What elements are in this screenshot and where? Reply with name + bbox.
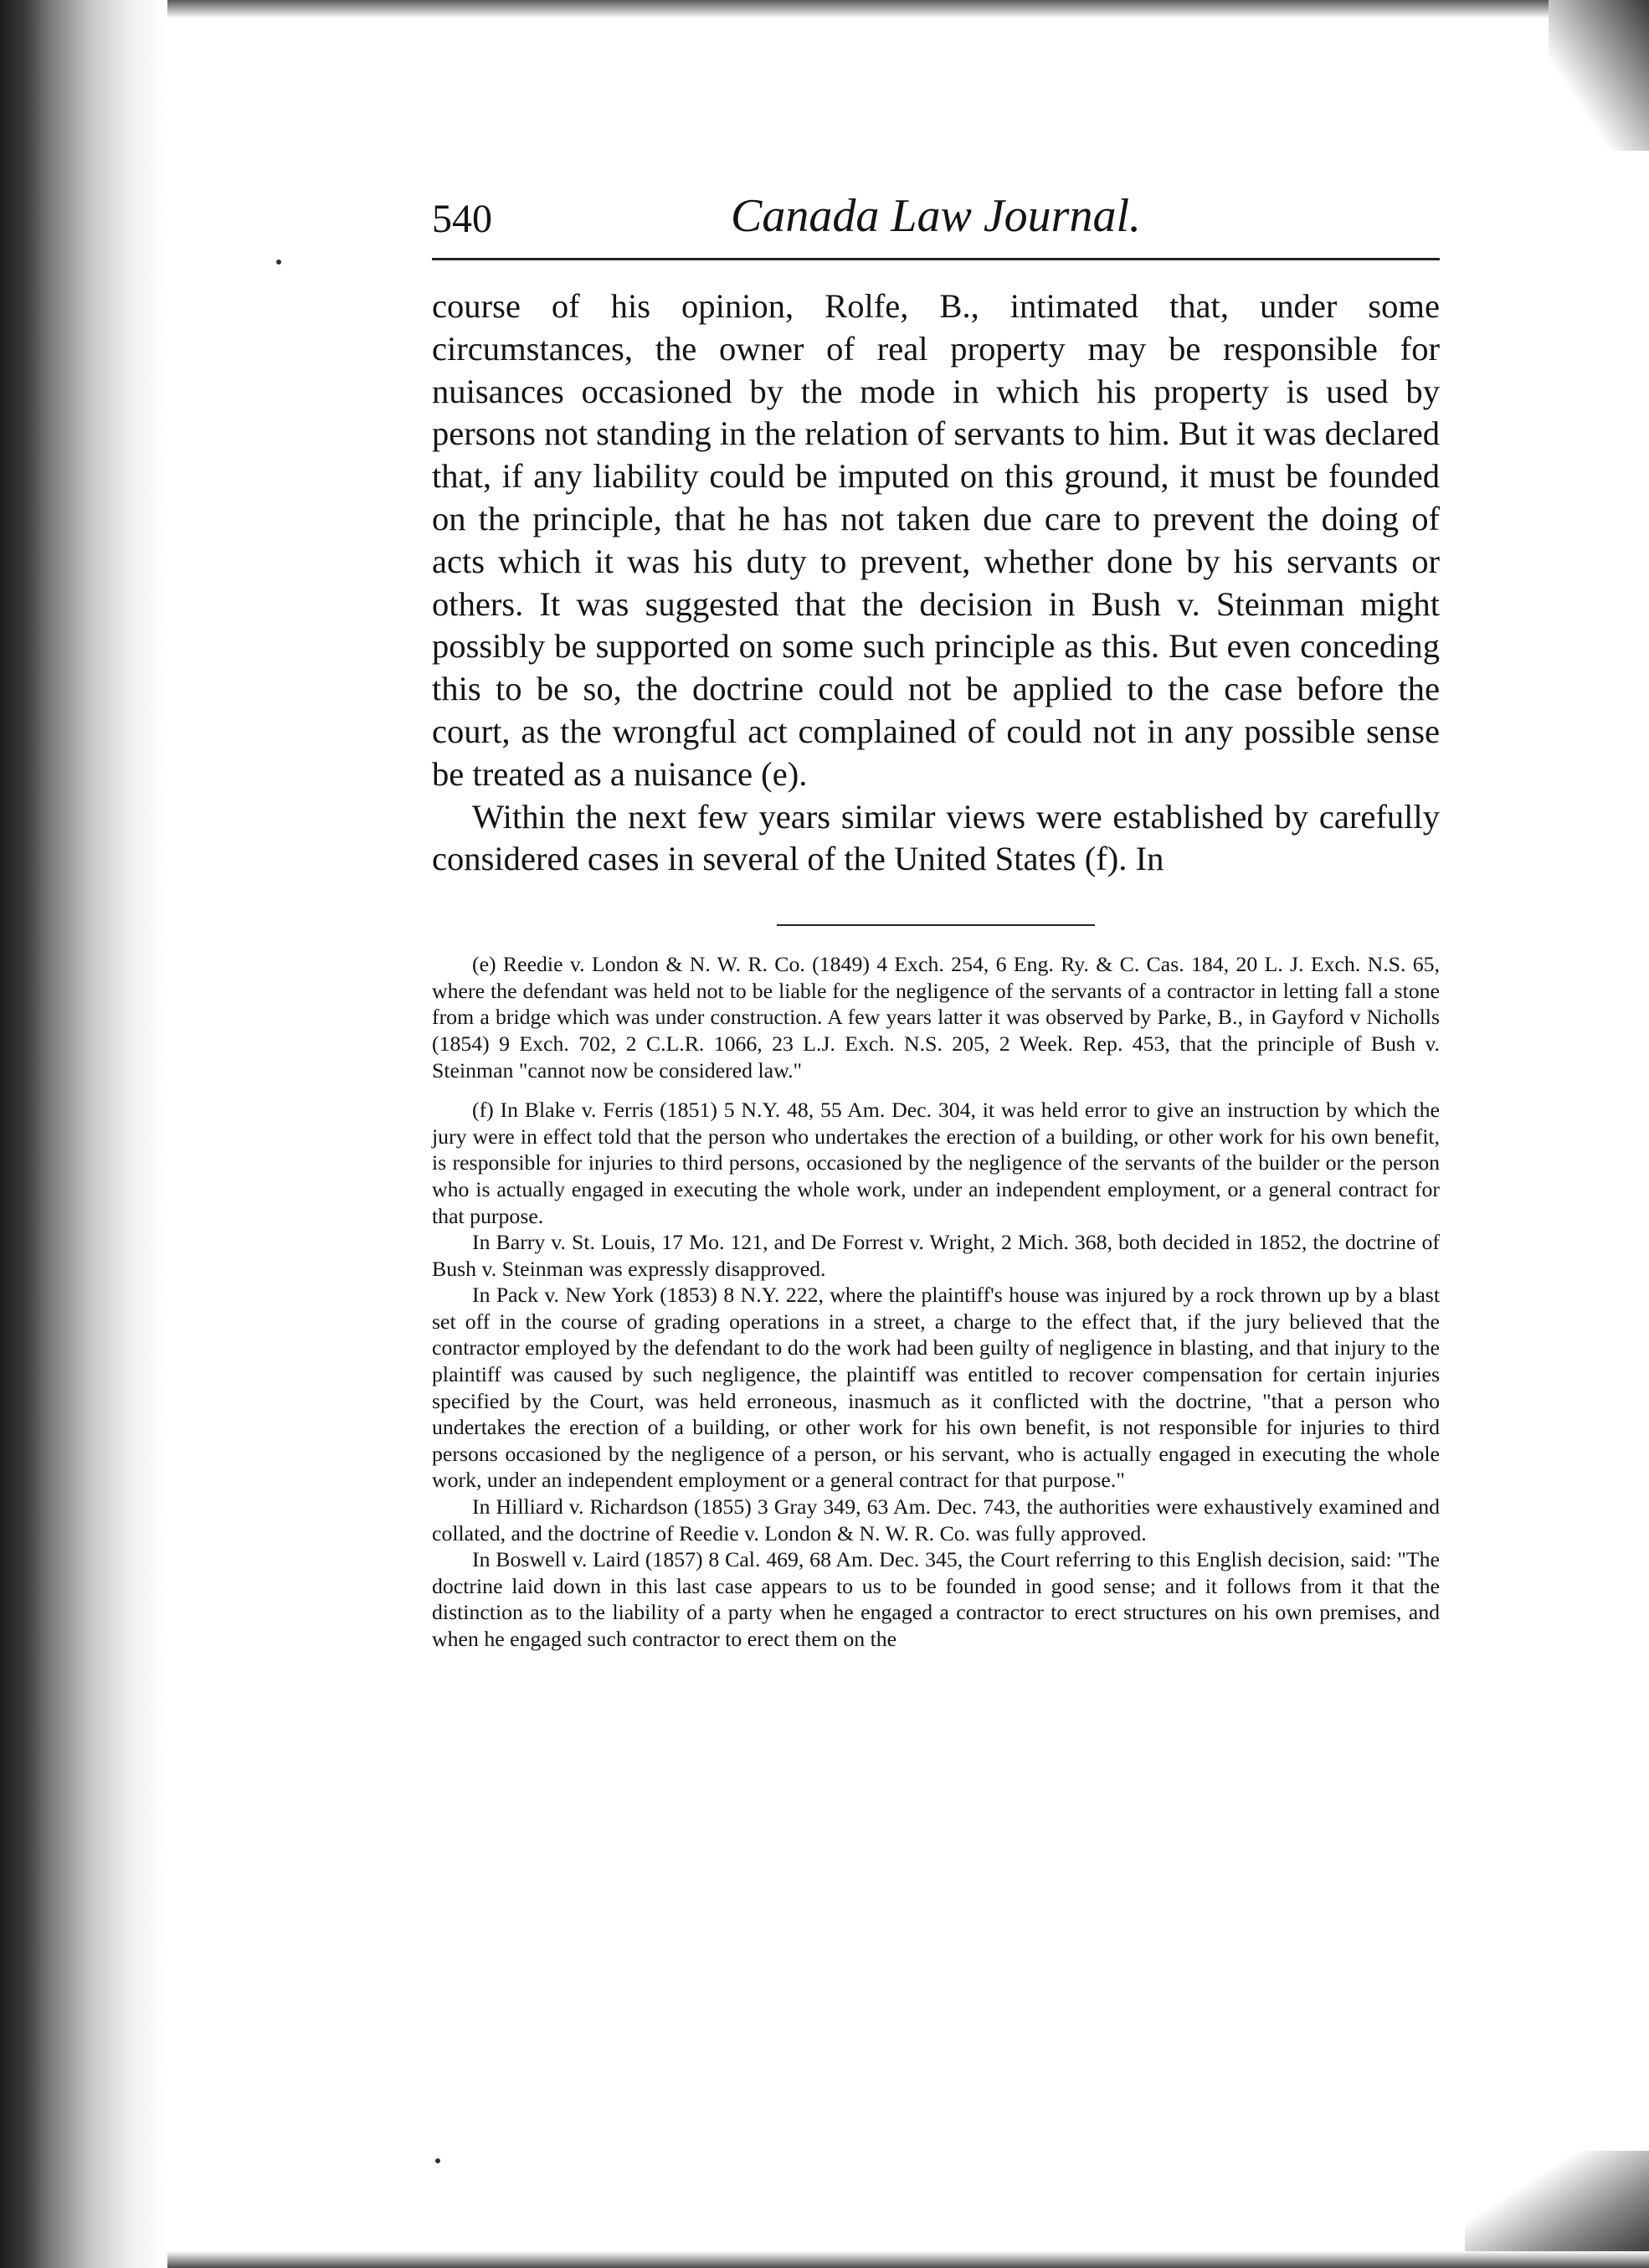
journal-page xyxy=(432,183,1440,1653)
footnote-paragraph: In Boswell v. Laird (1857) 8 Cal. 469, 68 Am. Dec. 345, the Court referring to this English decision, said: "The doctrine laid down in this last case appears to us to be founded in good sense; and it follows from it that the distinction as to the liability of a party when he engaged a contractor to erect structures on his own premises, and when he engaged such contractor to erect them on the xyxy=(432,1547,1440,1651)
body-paragraph: course of his opinion, Rolfe, B., intimated that, under some circumstances, the owner of real property may be responsible for nuisances occasioned by the mode in which his property is used by persons not standing in the relation of servants to him. But it was declared that, if any liability could be imputed on this ground, it must be founded on the principle, that he has not taken due care to prevent the doing of acts which it was his duty to prevent, whether done by his servants or others. It was suggested that the decision in Bush v. Steinman might possibly be supported on some such principle as this. But even conceding this to be so, the doctrine could not be applied to the case before the court, as the wrongful act complained of could not in any possible sense be treated as a nuisance (e). xyxy=(432,287,1440,793)
footnote-e: (e) Reedie v. London & N. W. R. Co. (1849) 4 Exch. 254, 6 Eng. Ry. & C. Cas. 184, 20 L. J. Exch. N.S. 65, where the defendant was held not to be liable for the negligence of the servants of a contractor in letting fall a stone from a bridge which was under construction. A few years latter it was observed by Parke, B., in Gayford v Nicholls (1854) 9 Exch. 702, 2 C.L.R. 1066, 23 L.J. Exch. N.S. 205, 2 Week. Rep. 453, that the principle of Bush v. Steinman "cannot now be considered law." xyxy=(432,952,1440,1083)
main-text xyxy=(432,285,1440,881)
scan-corner-shadow xyxy=(1465,2151,1649,2268)
scan-binding-shadow xyxy=(0,0,167,2268)
footnote-paragraph: In Pack v. New York (1853) 8 N.Y. 222, where the plaintiff's house was injured by a rock thrown up by a blast set off in the course of grading operations in a street, a charge to the effect that, if the jury believed that the contractor employed by the defendant to do the work had been guilty of negligence in blasting, and that injury to the plaintiff was caused by such negligence, the plaintiff was entitled to recover compensation for certain injuries specified by the Court, was held erroneous, inasmuch as it conflicted with the doctrine, "that a person who undertakes the erection of a building, or other work for his own benefit, is not responsible for injuries to third persons occasioned by the negligence of a person, or his servant, who is actually engaged in executing the whole work, under an independent employment or a general contract for that purpose." xyxy=(432,1283,1440,1493)
scan-speck xyxy=(276,260,281,265)
footnotes xyxy=(432,951,1440,1652)
scan-bottom-edge xyxy=(167,2251,1649,2268)
header-rule xyxy=(432,258,1440,260)
footnote-f: (f) In Blake v. Ferris (1851) 5 N.Y. 48, 55 Am. Dec. 304, it was held error to give an instruction by which the jury were in effect told that the person who undertakes the erection of a building, or other work for his own benefit, is responsible for injuries to third persons, occasioned by the negligence of the servants of the builder or the person who is actually engaged in executing the whole work, under an independent employment, or a general contract for that purpose. xyxy=(432,1098,1440,1228)
running-title: Canada Law Journal. xyxy=(730,190,1142,242)
scan-speck xyxy=(435,2158,440,2163)
footnote-paragraph: In Barry v. St. Louis, 17 Mo. 121, and De Forrest v. Wright, 2 Mich. 368, both decided in 1852, the doctrine of Bush v. Steinman was expressly disapproved. xyxy=(432,1230,1440,1281)
footnote-rule xyxy=(777,924,1095,926)
page-header xyxy=(432,183,1440,258)
page-number: 540 xyxy=(432,197,492,241)
scan-corner-shadow xyxy=(1549,0,1649,151)
body-paragraph: Within the next few years similar views were established by carefully considered cases in several of the United States (f). In xyxy=(432,797,1440,878)
scan-top-edge xyxy=(167,0,1649,18)
footnote-paragraph: In Hilliard v. Richardson (1855) 3 Gray 349, 63 Am. Dec. 743, the authorities were exhaustively examined and collated, and the doctrine of Reedie v. London & N. W. R. Co. was fully approved. xyxy=(432,1494,1440,1545)
